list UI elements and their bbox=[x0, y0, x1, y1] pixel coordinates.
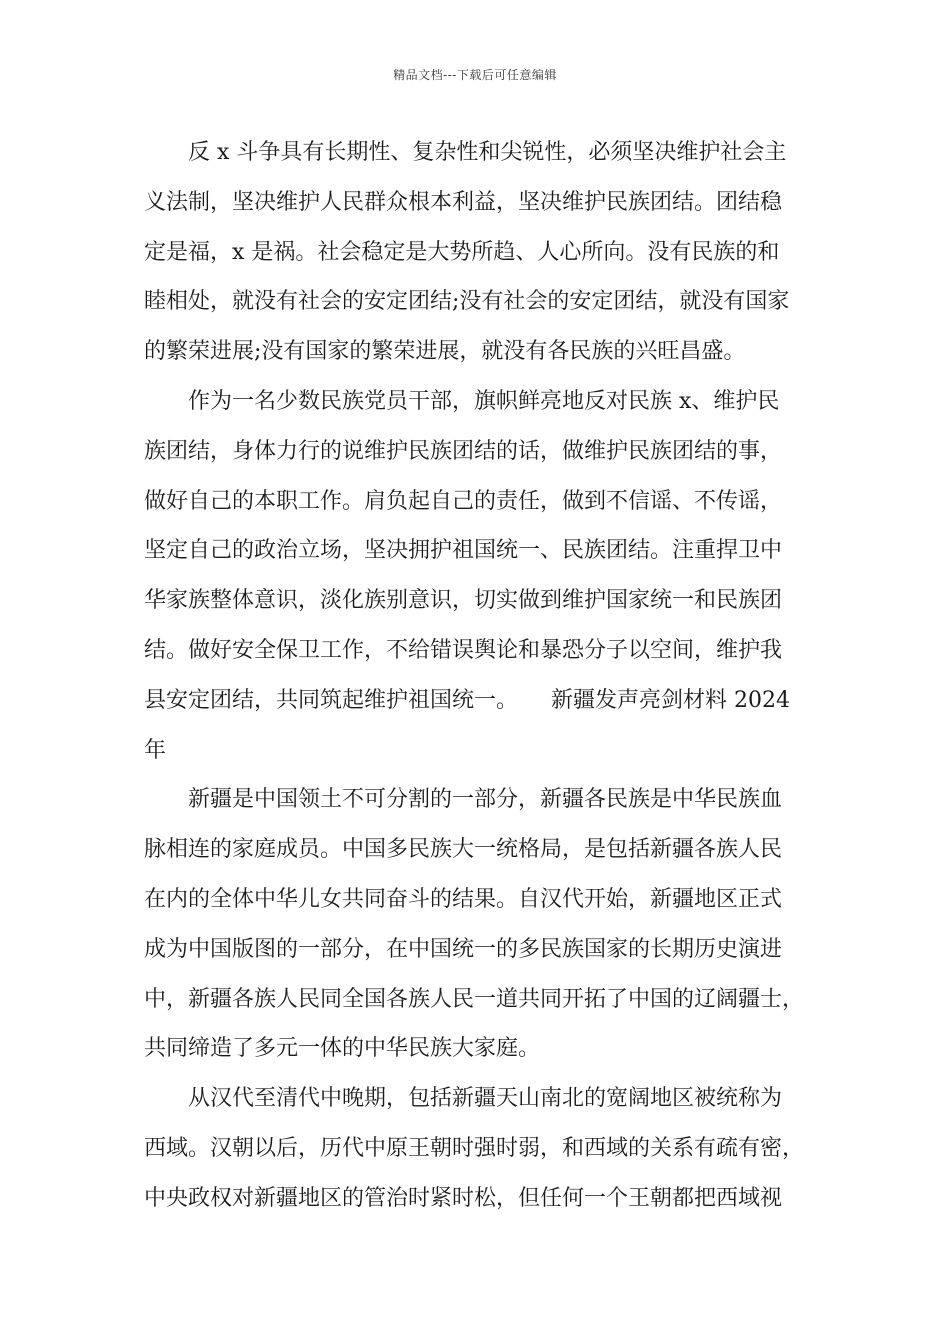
text-line: 新疆是中国领土不可分割的一部分，新疆各民族是中华民族血 bbox=[188, 787, 783, 813]
text-line: 族团结，身体力行的说维护民族团结的话，做维护民族团结的事， bbox=[144, 438, 783, 464]
text-line: 从汉代至清代中晚期，包括新疆天山南北的宽阔地区被统称为 bbox=[188, 1086, 783, 1112]
text-line: 睦相处，就没有社会的安定团结;没有社会的安定团结，就没有国家 bbox=[144, 289, 790, 315]
text-line: 中央政权对新疆地区的管治时紧时松，但任何一个王朝都把西域视 bbox=[144, 1185, 783, 1211]
text-line: 成为中国版图的一部分，在中国统一的多民族国家的长期历史演进 bbox=[144, 936, 783, 962]
text-line: 反 x 斗争具有长期性、复杂性和尖锐性，必须坚决维护社会主 bbox=[188, 140, 787, 165]
text-line: 中，新疆各族人民同全国各族人民一道共同开拓了中国的辽阔疆士， bbox=[144, 986, 805, 1012]
text-line: 华家族整体意识，淡化族别意识，切实做到维护国家统一和民族团 bbox=[144, 588, 783, 614]
text-line: 年 bbox=[144, 737, 167, 763]
text-line: 坚定自己的政治立场，坚决拥护祖国统一、民族团结。注重捍卫中 bbox=[144, 538, 783, 564]
text-line: 脉相连的家庭成员。中国多民族大一统格局，是包括新疆各族人民 bbox=[144, 837, 783, 863]
text-line: 义法制，坚决维护人民群众根本利益，坚决维护民族团结。团结稳 bbox=[144, 189, 783, 215]
text-line: 的繁荣进展;没有国家的繁荣进展，就没有各民族的兴旺昌盛。 bbox=[144, 339, 746, 365]
text-line: 县安定团结，共同筑起维护祖国统一。 新疆发声亮剑材料 2024 bbox=[144, 687, 790, 713]
text-line: 西域。汉朝以后，历代中原王朝时强时弱，和西域的关系有疏有密， bbox=[144, 1135, 805, 1161]
text-line: 作为一名少数民族党员干部，旗帜鲜亮地反对民族 x、维护民 bbox=[188, 388, 780, 414]
text-line: 在内的全体中华儿女共同奋斗的结果。自汉代开始，新疆地区正式 bbox=[144, 886, 783, 912]
document-body bbox=[144, 128, 816, 1224]
text-line: 共同缔造了多元一体的中华民族大家庭。 bbox=[144, 1036, 541, 1062]
text-line: 定是福，x 是祸。社会稳定是大势所趋、人心所向。没有民族的和 bbox=[144, 239, 780, 265]
page-header: 精品文档---下载后可任意编辑 bbox=[393, 68, 557, 82]
text-line: 结。做好安全保卫工作，不给错误舆论和暴恐分子以空间，维护我 bbox=[144, 637, 783, 663]
text-line: 做好自己的本职工作。肩负起自己的责任，做到不信谣、不传谣， bbox=[144, 488, 783, 514]
